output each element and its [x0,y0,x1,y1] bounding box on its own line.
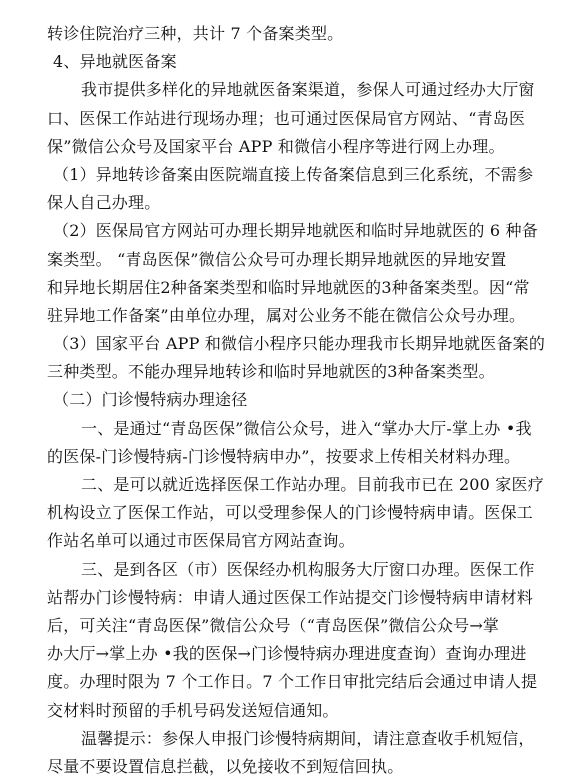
text-line: 案类型。 “青岛医保”微信公众号可办理长期异地就医的异地安置 [47,249,507,269]
text-line: 站帮办门诊慢特病：申请人通过医保工作站提交门诊慢特病申请材料 [47,587,534,607]
section-heading: （二）门诊慢特病办理途径 [53,390,248,410]
text-line: 机构设立了医保工作站，可以受理参保人的门诊慢特病申请。医保工 [47,503,534,523]
text-line: 后，可关注“青岛医保”微信公众号（“青岛医保”微信公众号→掌 [47,615,500,635]
document-page [47,20,552,781]
text-line: 保”微信公众号及国家平台 APP 和微信小程序等进行网上办理。 [47,136,505,156]
list-item-line: （1）异地转诊备案由医院端直接上传备案信息到三化系统，不需参 [53,164,534,184]
paragraph-first-line: 温馨提示：参保人申报门诊慢特病期间，请注意查收手机短信， [81,728,535,748]
text-line: 口、医保工作站进行现场办理；也可通过医保局官方网站、“青岛医 [47,108,526,128]
paragraph-first-line: 一、是通过“青岛医保”微信公众号，进入“掌办大厅-掌上办 •我 [81,418,532,438]
text-line: 和异地长期居住2种备案类型和临时异地就医的3种备案类型。因“常 [47,277,530,297]
text-line: 交材料时预留的手机号码发送短信通知。 [47,700,339,720]
text-line: 尽量不要设置信息拦截，以免接收不到短信回执。 [47,756,404,776]
text-line: 保人自己办理。 [47,193,161,213]
text-line: 转诊住院治疗三种，共计 7 个备案类型。 [47,24,344,43]
paragraph-first-line: 三、是到各区（市）医保经办机构服务大厅窗口办理。医保工作 [81,559,535,579]
list-item-line: （3）国家平台 APP 和微信小程序只能办理我市长期异地就医备案的 [53,334,546,354]
text-line: 驻异地工作备案”由单位办理，属对公业务不能在微信公众号办理。 [47,305,526,325]
text-line: 作站名单可以通过市医保局官方网站查询。 [47,531,355,551]
text-line: 度。办理时限为 7 个工作日。7 个工作日审批完结后会通过申请人提 [47,672,538,692]
paragraph-first-line: 我市提供多样化的异地就医备案渠道，参保人可通过经办大厅窗 [81,80,535,100]
list-item-line: （2）医保局官方网站可办理长期异地就医和临时异地就医的 6 种备 [53,221,538,241]
text-line: 办大厅→掌上办 •我的医保→门诊慢特病办理进度查询）查询办理进 [47,644,527,664]
text-line: 三种类型。不能办理异地转诊和临时异地就医的3种备案类型。 [47,362,495,382]
text-line: 的医保-门诊慢特病-门诊慢特病申办”，按要求上传相关材料办理。 [47,446,521,466]
paragraph-first-line: 二、是可以就近选择医保工作站办理。目前我市已在 200 家医疗 [81,475,544,494]
section-heading: 4、异地就医备案 [53,52,177,72]
